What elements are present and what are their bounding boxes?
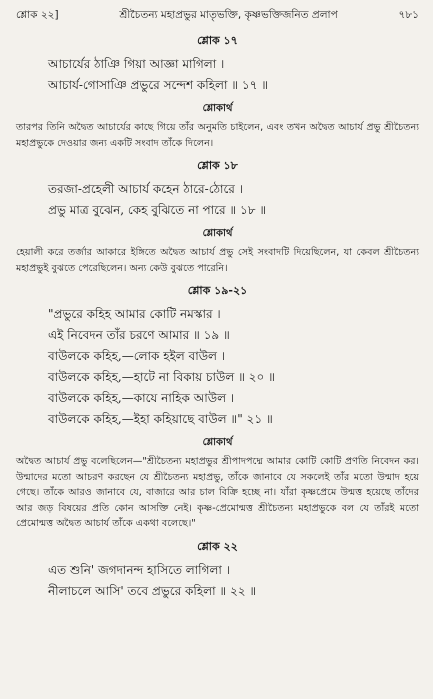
verse-line: আচার্যের ঠাঞি গিয়া আজ্ঞা মাগিলা । — [48, 57, 225, 71]
running-header — [16, 0, 419, 26]
page-number: ৭৮১ — [398, 9, 419, 21]
translation-paragraph: হেয়ালী করে তর্জার আকারে ইঙ্গিতে অদ্বৈত আচার্য প্রভু সেই সংবাদটি দিয়েছিলেন, যা কেবল শ্রীচৈতন্য মহাপ্রভুই বুঝতে পেরেছিলেন। অন্য কেউ বুঝতে পারেনি। — [16, 247, 419, 274]
verse-line: "প্রভুরে কহিহ আমার কোটি নমস্কার । — [48, 307, 221, 321]
verse-line: বাউলকে কহিহ,—কাযে নাহিক আউল । — [48, 391, 235, 405]
verse-line: বাউলকে কহিহ,—লোক হইল বাউল । — [48, 349, 226, 363]
verse-line: আচার্য-গোসাঞি প্রভুরে সন্দেশ কহিলা ॥ ১৭ ॥ — [48, 78, 269, 92]
verse-heading: শ্লোক ১৮ — [197, 159, 238, 172]
verse-line: এত শুনি' জগদানন্দ হাসিতে লাগিলা । — [48, 562, 231, 577]
verse-text — [16, 54, 419, 96]
verse-heading: শ্লোক ১৭ — [197, 34, 238, 47]
translation-heading: শ্লোকার্থ — [202, 437, 233, 448]
translation-heading: শ্লোকার্থ — [202, 228, 233, 239]
verse-line: এই নিবেদন তাঁর চরণে আমার ॥ ১৯ ॥ — [48, 328, 230, 342]
verse-text — [16, 179, 419, 221]
verse-line: বাউলকে কহিহ,—ইহা কহিয়াছে বাউল ॥" ২১ ॥ — [48, 412, 273, 426]
verse-line: নীলাচলে আসি' তবে প্রভুরে কহিলা ॥ ২২ ॥ — [48, 583, 257, 598]
verse-text — [16, 560, 419, 602]
verse-text — [16, 304, 419, 430]
verse-heading: শ্লোক ১৯-২১ — [187, 284, 248, 297]
translation-paragraph: তারপর তিনি অদ্বৈত আচার্যের কাছে গিয়ে তাঁর অনুমতি চাইলেন, এবং তখন অদ্বৈত আচার্য প্রভু শ্রীচৈতন্য মহাপ্রভুকে দেওয়ার জন্য একটি সংবাদ তাঁকে দিলেন। — [16, 122, 419, 149]
verse-line: বাউলকে কহিহ,—হাটে না বিকায় চাউল ॥ ২০ ॥ — [48, 370, 275, 384]
translation-paragraph: অদ্বৈত আচার্য প্রভু বলেছিলেন—"শ্রীচৈতন্য মহাপ্রভুর শ্রীপাদপদ্মে আমার কোটি কোটি প্রণতি নিবেদন কর। উন্মাদের মতো আচরণ করছেন যে শ্রীচৈতন্য মহাপ্রভু, তাঁকে জানাবে যে সকলেই তাঁর মতো উন্মাদ হয়ে গেছে। তাঁকে আরও জানাবে যে, বাজারে আর চাল বিক্রি হচ্ছে না। যাঁরা কৃষ্ণপ্রেমে উন্মত্ত হয়েছে তাঁদের আর জড় বিষয়ের প্রতি কোন আসক্তি নেই। কৃষ্ণ-প্রেমোন্মত্ত শ্রীচৈতন্য মহাপ্রভুকে বল যে তাঁরই মতো প্রেমোন্মত্ত অদ্বৈত আচার্য তাঁকে একথা বলেছে।" — [16, 456, 419, 529]
header-chapter-title: শ্রীচৈতন্য মহাপ্রভুর মাতৃভক্তি, কৃষ্ণভক্তিজনিত প্রলাপ — [119, 9, 338, 21]
verse-line: প্রভু মাত্র বুঝেন, কেহ বুঝিতে না পারে ॥ ১৮ ॥ — [48, 203, 267, 217]
verse-heading: শ্লোক ২২ — [197, 539, 238, 553]
verse-line: তরজা-প্রহেলী আচার্য কহেন ঠারে-ঠোরে । — [48, 182, 243, 196]
translation-heading: শ্লোকার্থ — [202, 103, 233, 114]
header-verse-ref: শ্লোক ২২] — [16, 9, 59, 21]
